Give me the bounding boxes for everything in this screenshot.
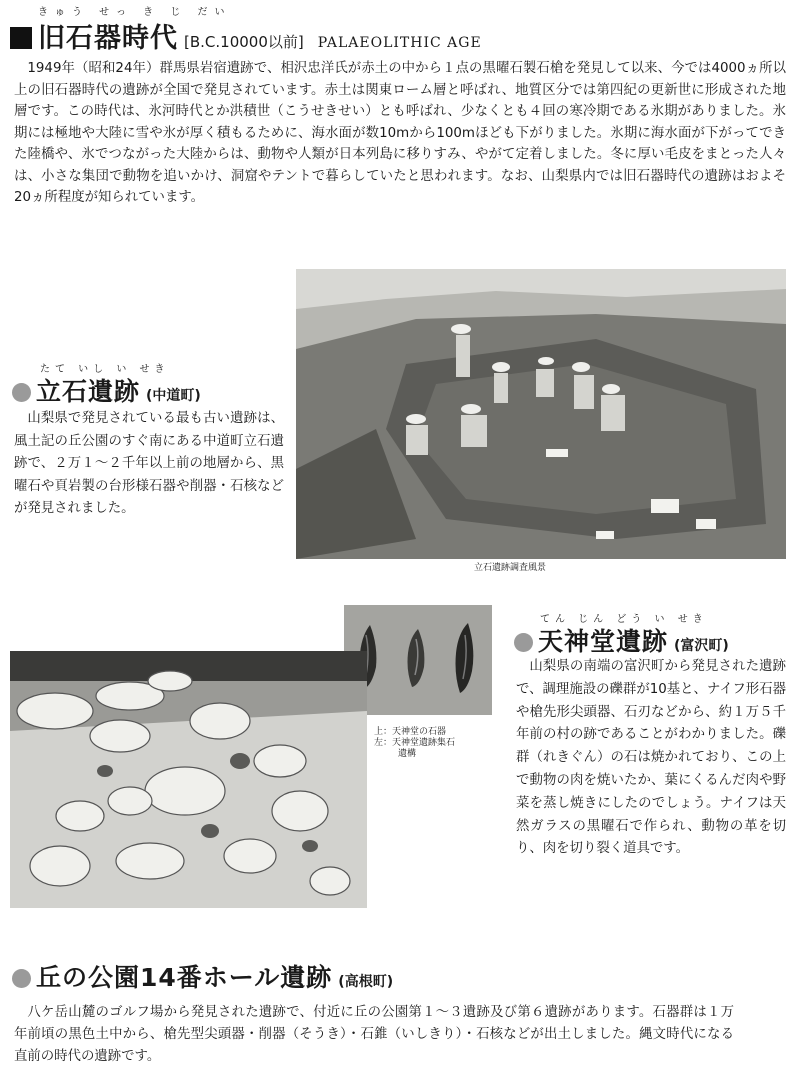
main-title-ruby: きゅう せっ き じ だい [38, 7, 232, 18]
tenjindo-heading [514, 622, 729, 658]
caption-line-cont: 遺構 [398, 749, 417, 759]
intro-paragraph: 1949年（昭和24年）群馬県岩宿遺跡で、相沢忠洋氏が赤土の中から１点の黒曜石製石槍を発見して以来、今では4000ヵ所以上の旧石器時代の遺跡が全国で発見されています。赤土は関東ローム層と呼ばれ、地質区分では第四紀の更新世に形成された地層です。この時代は、氷河時代とか洪積世（こうせきせい）とも呼ばれ、少なくとも４回の寒冷期である氷期がありました。氷期には極地や大陸に雪や氷が厚く積もるために、海水面が数10mから100mほども下がりました。氷期に海水面が下がってできた陸橋や、氷でつながった大陸からは、動物や人類が日本列島に移りすみ、やがて定着しました。冬に厚い毛皮をまとった人々は、小さな集団で動物を追いかけ、洞窟やテントで暮らしていたと思われます。なお、山梨県内では旧石器時代の遺跡はおよそ20ヵ所程度が知られています。 [14, 61, 786, 205]
okanokoen-title: 丘の公園14番ホール遺跡 [36, 963, 333, 992]
tateishi-heading [12, 372, 201, 408]
tateishi-ruby: たて いし い せき [40, 364, 170, 375]
tenjindo-paragraph: 山梨県の南端の富沢町から発見された遺跡で、調理施設の礫群が10基と、ナイフ形石器や槍先形尖頭器、石刃などから、約１万５千年前の村の跡であることがわかりました。礫群（れきぐん）の石は焼かれており、この上で動物の肉を焼いたか、葉にくるんだ肉や野菜を蒸し焼きにしたのでしょう。ナイフは天然ガラスの黒曜石で作られ、動物の革を切り、肉を切り裂く道具です。 [516, 659, 786, 857]
tenjindo-title: 天神堂遺跡 [538, 627, 669, 656]
main-heading [10, 16, 482, 55]
gray-circle-icon [12, 383, 31, 402]
tateishi-excavation-photo [296, 269, 786, 559]
caption-line-top: 上：天神堂の石器 [374, 727, 447, 737]
tateishi-photo-caption: 立石遺跡調査風景 [474, 563, 547, 573]
tateishi-title: 立石遺跡 [36, 377, 141, 406]
tenjindo-photo-caption [374, 727, 455, 760]
tateishi-location: (中道町) [146, 388, 201, 404]
tenjindo-location: (富沢町) [674, 638, 729, 654]
okanokoen-location: (高根町) [338, 974, 394, 990]
tenjindo-stone-cluster-photo [10, 651, 367, 908]
caption-line-left: 左：天神堂遺跡集石 [374, 738, 456, 748]
page-title: 旧石器時代 [38, 23, 178, 54]
okanokoen-heading [12, 958, 393, 994]
english-title: PALAEOLITHIC AGE [317, 35, 482, 51]
okanokoen-paragraph: 八ケ岳山麓のゴルフ場から発見された遺跡で、付近に丘の公園第１～３遺跡及び第６遺跡があります。石器群は１万年前頃の黒色土中から、槍先型尖頭器・削器（そうき）・石錐（いしきり）・石核などが出土しました。縄文時代になる直前の時代の遺跡です。 [14, 1005, 734, 1064]
tenjindo-ruby: てん じん どう い せき [540, 614, 708, 625]
gray-circle-icon [12, 969, 31, 988]
era-label: [B.C.10000以前] [184, 33, 304, 51]
black-square-icon [10, 27, 32, 49]
tateishi-paragraph: 山梨県で発見されている最も古い遺跡は、風土記の丘公園のすぐ南にある中道町立石遺跡で、２万１～２千年以上前の地層から、黒曜石や頁岩製の台形様石器や削器・石核などが発見されました。 [14, 411, 284, 516]
gray-circle-icon [514, 633, 533, 652]
